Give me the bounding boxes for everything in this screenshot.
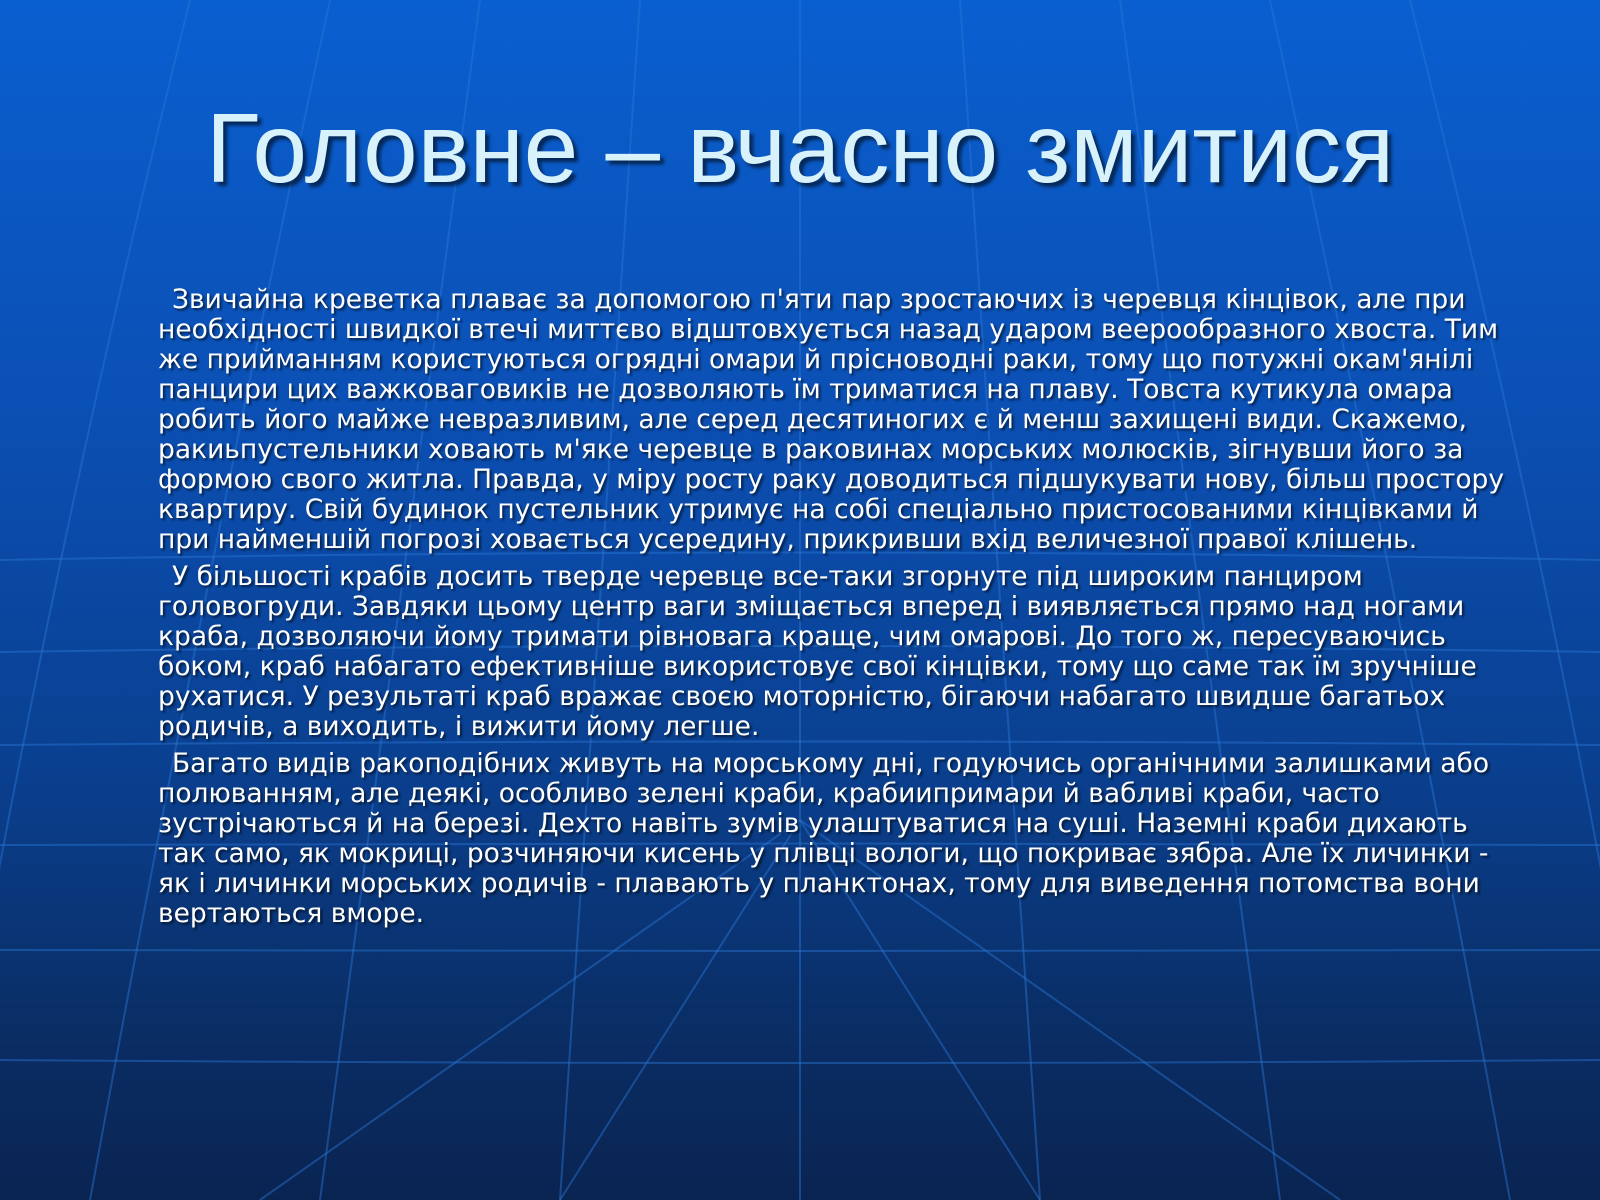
- paragraph-land-crabs: Багато видів ракоподібних живуть на морському дні, годуючись органічними залишками або полюванням, але деякі, особливо зелені краби, крабиипримари й вабливі краби, часто зустрічаються й на березі. Дехто навіть зумів улаштуватися на суші. Наземні краби дихають так само, як мокриці, розчиняючи кисень у плівці вологи, що покриває зябра. Але їх личинки - як і личинки морських родичів - плавають у планктонах, тому для виведення потомства вони вертаються вморе.: [158, 748, 1490, 929]
- paragraph-shrimp-hermit-crab: Звичайна креветка плаває за допомогою п'яти пар зростаючих із черевця кінцівок, але при необхідності швидкої втечі миттєво відштовхується назад ударом веерообразного хвоста. Тим же прийманням користуються огрядні омари й прісноводні раки, тому що потужні окам'янілі панцири цих важковаговиків не дозволяють їм триматися на плаву. Товста кутикула омара робить його майже невразливим, але серед десятиногих є й менш захищені види. Скажемо, ракиьпустельники ховають м'яке черевце в раковинах морських молюсків, зігнувши його за формою свого житла. Правда, у міру росту раку доводиться підшукувати нову, більш простору квартиру. Свій будинок пустельник утримує на собі спеціально пристосованими кінцівками й при найменшій погрозі ховається усередину, прикривши вхід величезної правої клішень.: [158, 284, 1505, 555]
- slide-body: [158, 285, 1518, 936]
- paragraph-crab-movement: У більшості крабів досить тверде черевце все-таки згорнуте під широким панциром головогруди. Завдяки цьому центр ваги зміщається вперед і виявляється прямо над ногами краба, дозволяючи йому тримати рівновага краще, чим омарові. До того ж, пересуваючись боком, краб набагато ефективніше використовує свої кінцівки, тому що саме так їм зручніше рухатися. У результаті краб вражає своєю моторністю, бігаючи набагато швидше багатьох родичів, а виходить, і вижити йому легше.: [158, 561, 1477, 742]
- slide-title: Головне – вчасно змитися: [205, 93, 1395, 203]
